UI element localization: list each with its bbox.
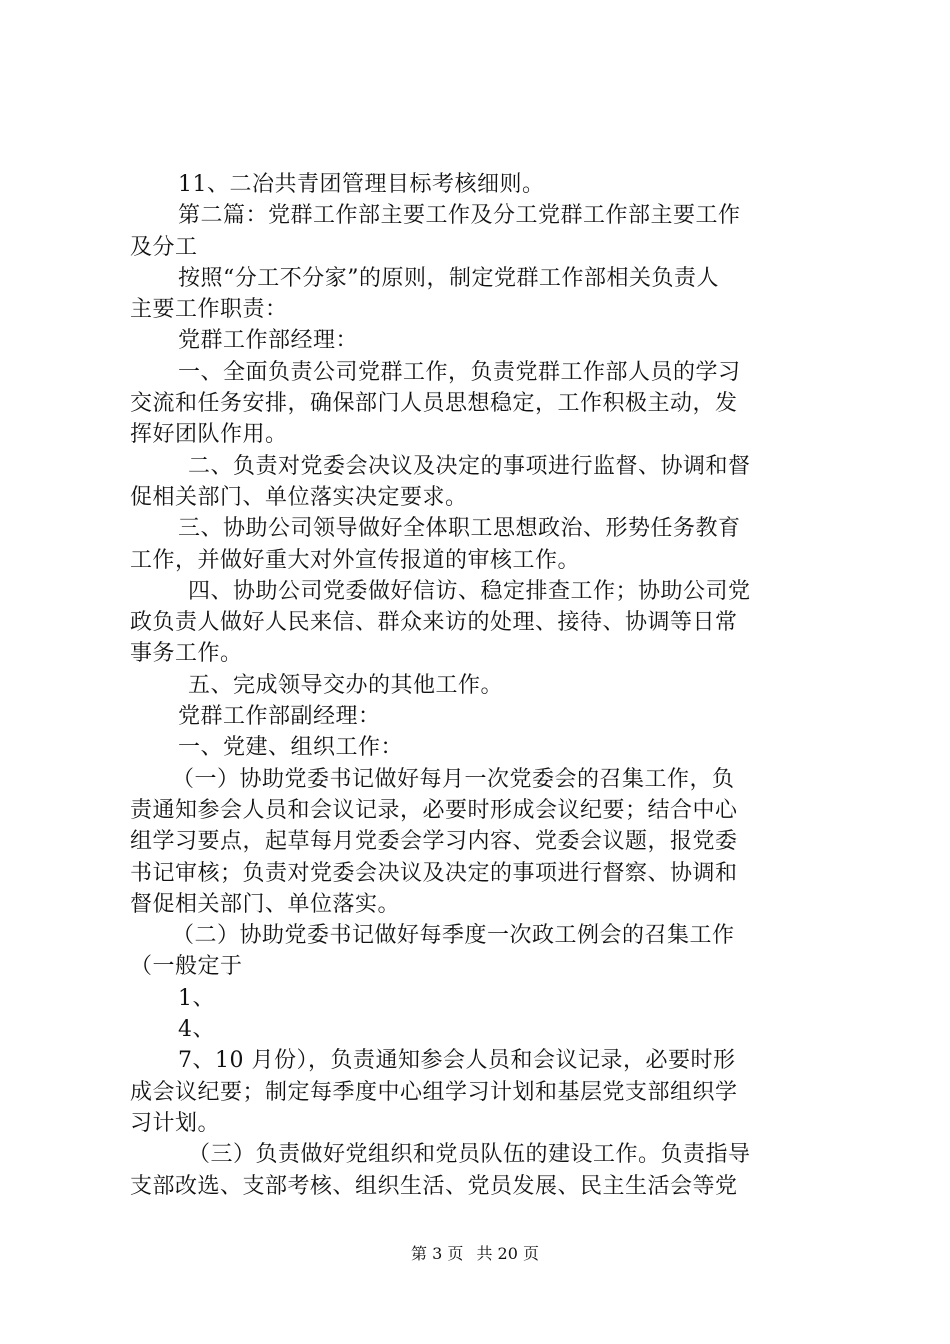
page-number: 第 3 页 <box>411 1244 464 1263</box>
text-line: 主要工作职责： <box>130 297 288 323</box>
text-line: 一、党建、组织工作： <box>178 735 404 761</box>
text-line: 三、协助公司领导做好全体职工思想政治、形势任务教育 <box>178 516 741 542</box>
text-line: 督促相关部门、单位落实。 <box>130 891 401 917</box>
document-body <box>130 169 830 1202</box>
text-line: 支部改选、支部考核、组织生活、党员发展、民主生活会等党 <box>130 1173 738 1199</box>
text-line: 习计划。 <box>130 1110 221 1136</box>
text-line: 及分工 <box>130 234 198 260</box>
text-line: 工作，并做好重大对外宣传报道的审核工作。 <box>130 547 581 573</box>
text-line: 组学习要点，起草每月党委会学习内容、党委会议题，报党委 <box>130 829 738 855</box>
text-line: （一）协助党委书记做好每月一次党委会的召集工作，负 <box>172 766 735 792</box>
text-line: 挥好团队作用。 <box>130 422 288 448</box>
text-line: 书记审核；负责对党委会决议及决定的事项进行督察、协调和 <box>130 860 738 886</box>
page-total: 共 20 页 <box>476 1244 539 1263</box>
text-line: 按照“分工不分家”的原则，制定党群工作部相关负责人 <box>178 265 719 291</box>
text-line: （三）负责做好党组织和党员队伍的建设工作。负责指导 <box>188 1142 751 1168</box>
text-line: 四、协助公司党委做好信访、稳定排查工作；协助公司党 <box>188 578 751 604</box>
text-line: 五、完成领导交办的其他工作。 <box>188 672 504 698</box>
text-line: （二）协助党委书记做好每季度一次政工例会的召集工作 <box>172 923 735 949</box>
text-line: 11、二冶共青团管理目标考核细则。 <box>178 172 545 197</box>
text-line: 二、负责对党委会决议及决定的事项进行监督、协调和督 <box>188 453 751 479</box>
role-heading: 党群工作部副经理： <box>178 704 381 730</box>
text-line: 促相关部门、单位落实决定要求。 <box>130 484 468 510</box>
role-heading: 党群工作部经理： <box>178 328 359 354</box>
text-line: 政负责人做好人民来信、群众来访的处理、接待、协调等日常 <box>130 610 738 636</box>
page-footer <box>0 1244 950 1264</box>
text-line: 交流和任务安排，确保部门人员思想稳定，工作积极主动，发 <box>130 391 738 417</box>
text-line: 一、全面负责公司党群工作，负责党群工作部人员的学习 <box>178 359 741 385</box>
text-line: 责通知参会人员和会议记录，必要时形成会议纪要；结合中心 <box>130 797 738 823</box>
text-line: 4、 <box>178 1017 215 1043</box>
text-line: 事务工作。 <box>130 641 243 667</box>
text-line: 1、 <box>178 985 215 1011</box>
text-line: （一般定于 <box>130 954 243 980</box>
text-line: 7、10 月份），负责通知参会人员和会议记录，必要时形 <box>178 1048 736 1074</box>
section-heading: 第二篇：党群工作部主要工作及分工党群工作部主要工作 <box>178 203 741 229</box>
text-line: 成会议纪要；制定每季度中心组学习计划和基层党支部组织学 <box>130 1079 738 1105</box>
